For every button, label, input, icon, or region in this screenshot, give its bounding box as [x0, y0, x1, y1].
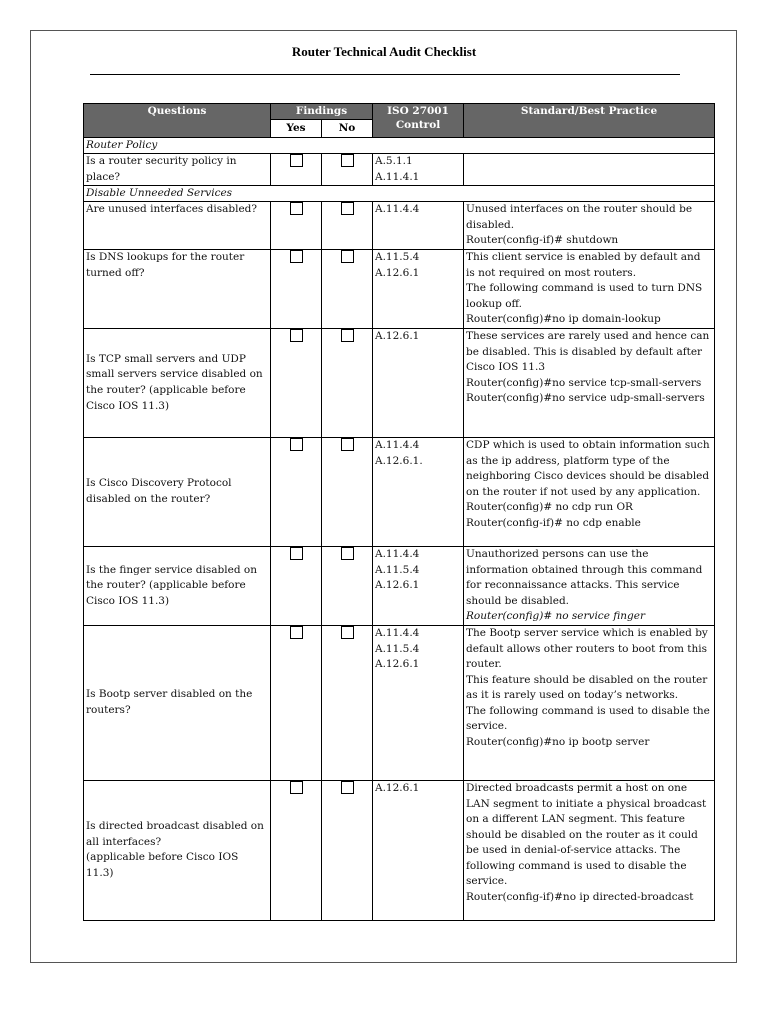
yes-checkbox[interactable]: [290, 154, 303, 167]
standard-text: CDP which is used to obtain information such as the ip address, platform type of the neighboring Cisco devices should be disabled on the router if not used by any application.: [466, 438, 710, 498]
standard-text: The Bootp server service which is enabled by default allows other routers to boot from this router.: [466, 626, 708, 671]
yes-cell: [271, 202, 322, 250]
iso-control: A.12.6.1: [375, 329, 420, 342]
standard-command: Router(config)# no cdp run OR: [466, 501, 633, 514]
no-checkbox[interactable]: [341, 154, 354, 167]
no-checkbox[interactable]: [341, 202, 354, 215]
iso-cell: [373, 546, 464, 625]
question-cell: Is the finger service disabled on the router? (applicable before Cisco IOS 11.3): [84, 546, 271, 625]
header-standard: Standard/Best Practice: [464, 104, 715, 138]
iso-cell: [373, 780, 464, 920]
header-no: No: [322, 120, 373, 138]
question-cell: Is TCP small servers and UDP small servers service disabled on the router? (applicable before Cisco IOS 11.3): [84, 328, 271, 437]
question-cell: Is Cisco Discovery Protocol disabled on the router?: [84, 437, 271, 546]
header-iso-line2: Control: [395, 119, 441, 131]
no-cell: [322, 328, 373, 437]
header-iso-control: [373, 104, 464, 138]
no-checkbox[interactable]: [341, 626, 354, 639]
standard-command: Router(config-if)# no cdp enable: [466, 516, 641, 529]
standard-text: These services are rarely used and hence can be disabled. This is disabled by default after Cisco IOS 11.3: [466, 329, 710, 374]
standard-command: Router(config)#no ip domain-lookup: [466, 313, 661, 326]
section-disable-unneeded-services: Disable Unneeded Services: [84, 186, 715, 202]
iso-control: A.11.5.4: [375, 563, 420, 576]
yes-cell: [271, 154, 322, 186]
standard-cell: [464, 780, 715, 920]
standard-command: Router(config)#no service tcp-small-servers: [466, 376, 702, 389]
iso-control: A.11.4.4: [375, 438, 420, 451]
standard-command: Router(config)# no service finger: [466, 610, 645, 623]
iso-control: A.11.5.4: [375, 642, 420, 655]
table-row: [84, 328, 715, 437]
standard-command: Router(config)#no service udp-small-servers: [466, 392, 705, 405]
table-row: [84, 780, 715, 920]
yes-checkbox[interactable]: [290, 547, 303, 560]
section-row: [84, 186, 715, 202]
iso-control: A.11.4.4: [375, 547, 420, 560]
iso-cell: [373, 202, 464, 250]
question-cell: Is Bootp server disabled on the routers?: [84, 625, 271, 780]
yes-checkbox[interactable]: [290, 329, 303, 342]
yes-cell: [271, 780, 322, 920]
no-cell: [322, 154, 373, 186]
no-cell: [322, 249, 373, 328]
no-checkbox[interactable]: [341, 547, 354, 560]
audit-checklist-table: [83, 103, 715, 921]
iso-cell: [373, 437, 464, 546]
iso-cell: [373, 249, 464, 328]
iso-control: A.11.5.4: [375, 250, 420, 263]
table-row: [84, 249, 715, 328]
header-findings: Findings: [271, 104, 373, 120]
yes-cell: [271, 546, 322, 625]
yes-checkbox[interactable]: [290, 202, 303, 215]
no-checkbox[interactable]: [341, 781, 354, 794]
standard-cell: [464, 328, 715, 437]
header-row: [84, 104, 715, 120]
standard-cell: [464, 625, 715, 780]
standard-command: Router(config)#no ip bootp server: [466, 736, 650, 749]
yes-checkbox[interactable]: [290, 438, 303, 451]
iso-control: A.11.4.1: [375, 170, 420, 183]
table-row: [84, 154, 715, 186]
question-cell: Are unused interfaces disabled?: [84, 202, 271, 250]
standard-cell: [464, 202, 715, 250]
standard-text: This client service is enabled by default and is not required on most routers.: [466, 250, 701, 279]
header-yes: Yes: [271, 120, 322, 138]
yes-cell: [271, 437, 322, 546]
standard-text: The following command is used to disable the service.: [466, 704, 710, 733]
no-checkbox[interactable]: [341, 438, 354, 451]
no-checkbox[interactable]: [341, 250, 354, 263]
no-cell: [322, 437, 373, 546]
no-cell: [322, 546, 373, 625]
yes-checkbox[interactable]: [290, 626, 303, 639]
yes-cell: [271, 625, 322, 780]
standard-command: Router(config-if)# shutdown: [466, 234, 619, 247]
standard-cell: [464, 154, 715, 186]
question-cell: Is DNS lookups for the router turned off?: [84, 249, 271, 328]
yes-checkbox[interactable]: [290, 781, 303, 794]
table-row: [84, 625, 715, 780]
question-text: Is directed broadcast disabled on all interfaces?: [86, 820, 264, 848]
table-row: [84, 202, 715, 250]
question-cell: Is a router security policy in place?: [84, 154, 271, 186]
no-cell: [322, 202, 373, 250]
standard-cell: [464, 546, 715, 625]
iso-cell: [373, 328, 464, 437]
yes-cell: [271, 328, 322, 437]
section-row: [84, 138, 715, 154]
standard-text: The following command is used to turn DNS lookup off.: [466, 282, 703, 310]
iso-cell: [373, 154, 464, 186]
iso-control: A.11.4.4: [375, 203, 420, 216]
header-questions: Questions: [84, 104, 271, 138]
standard-text: Unused interfaces on the router should be disabled.: [466, 203, 693, 231]
iso-control: A.5.1.1: [375, 155, 413, 167]
standard-cell: [464, 437, 715, 546]
section-router-policy: Router Policy: [84, 138, 715, 154]
yes-checkbox[interactable]: [290, 250, 303, 263]
no-checkbox[interactable]: [341, 329, 354, 342]
iso-control: A.12.6.1: [375, 579, 420, 592]
table-row: [84, 546, 715, 625]
title-rule: [90, 74, 680, 75]
iso-cell: [373, 625, 464, 780]
standard-command: Router(config-if)#no ip directed-broadcast: [466, 891, 694, 904]
yes-cell: [271, 249, 322, 328]
standard-text: This feature should be disabled on the router as it is rarely used on today’s networks.: [466, 673, 708, 702]
iso-control: A.11.4.4: [375, 626, 420, 639]
table-row: [84, 437, 715, 546]
question-cell: [84, 780, 271, 920]
no-cell: [322, 780, 373, 920]
question-note: (applicable before Cisco IOS 11.3): [86, 851, 239, 879]
document-title: Router Technical Audit Checklist: [291, 44, 477, 59]
iso-control: A.12.6.1: [375, 658, 420, 671]
header-iso-line1: ISO 27001: [387, 105, 449, 117]
standard-text: Unauthorized persons can use the information obtained through this command for reconnaissance attacks. This service should be disabled.: [466, 547, 703, 607]
iso-control: A.12.6.1: [375, 266, 420, 279]
no-cell: [322, 625, 373, 780]
standard-cell: [464, 249, 715, 328]
standard-text: Directed broadcasts permit a host on one LAN segment to initiate a physical broadcast on a different LAN segment. This feature should be disabled on the router as it could be used in denial-of-service attacks. The following command is used to disable the service.: [466, 781, 707, 888]
iso-control: A.12.6.1.: [375, 454, 423, 467]
iso-control: A.12.6.1: [375, 781, 420, 794]
